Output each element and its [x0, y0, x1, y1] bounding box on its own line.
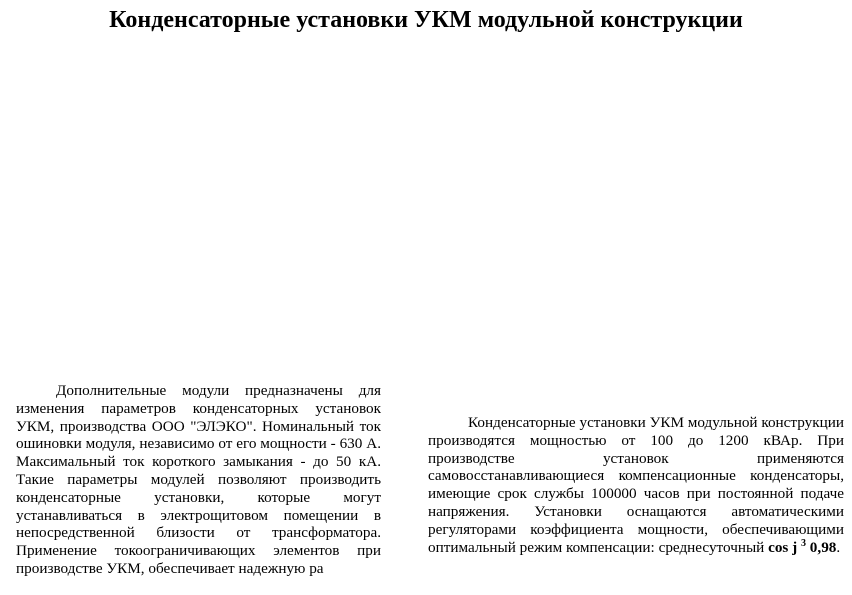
left-paragraph-text: Дополнительные модули предназначены для изменения параметров конденсаторных установок УКМ, производства ООО "ЭЛЭКО". Номинальный ток ошиновки модуля, независимо от его мощности - 630 А. Максимальный ток короткого замыкания - до 50 кА. Такие параметры модулей позволяют производить конденсаторные установки, которые могут устанавливаться в электрощитовом помещении в непосредственной близости от трансформатора. Применение токоограничивающих элементов при производстве УКМ, обеспечивает надежную ра	[16, 382, 381, 577]
cos-phi-value: 0,98	[809, 538, 837, 556]
sentence-end: .	[836, 538, 841, 556]
page-title: Конденсаторные установки УКМ модульной конструкции	[109, 7, 743, 33]
right-paragraph-text: Конденсаторные установки УКМ модульной конструкции производятся мощностью от 100 до 1200 кВАр. При производстве установок применяются самовосстанавливающиеся компенсационные конденсаторы, имеющие срок службы 100000 часов при постоянной подаче напряжения. Установки оснащаются автоматическими регуляторами коэффициента мощности, обеспечивающими оптимальный режим компенсации: среднесуточный	[428, 414, 844, 556]
right-column-paragraph	[428, 414, 844, 556]
cos-phi-formula: cos j	[768, 538, 798, 556]
left-column-paragraph	[16, 382, 381, 578]
greater-equal-sign: 3	[801, 537, 806, 549]
